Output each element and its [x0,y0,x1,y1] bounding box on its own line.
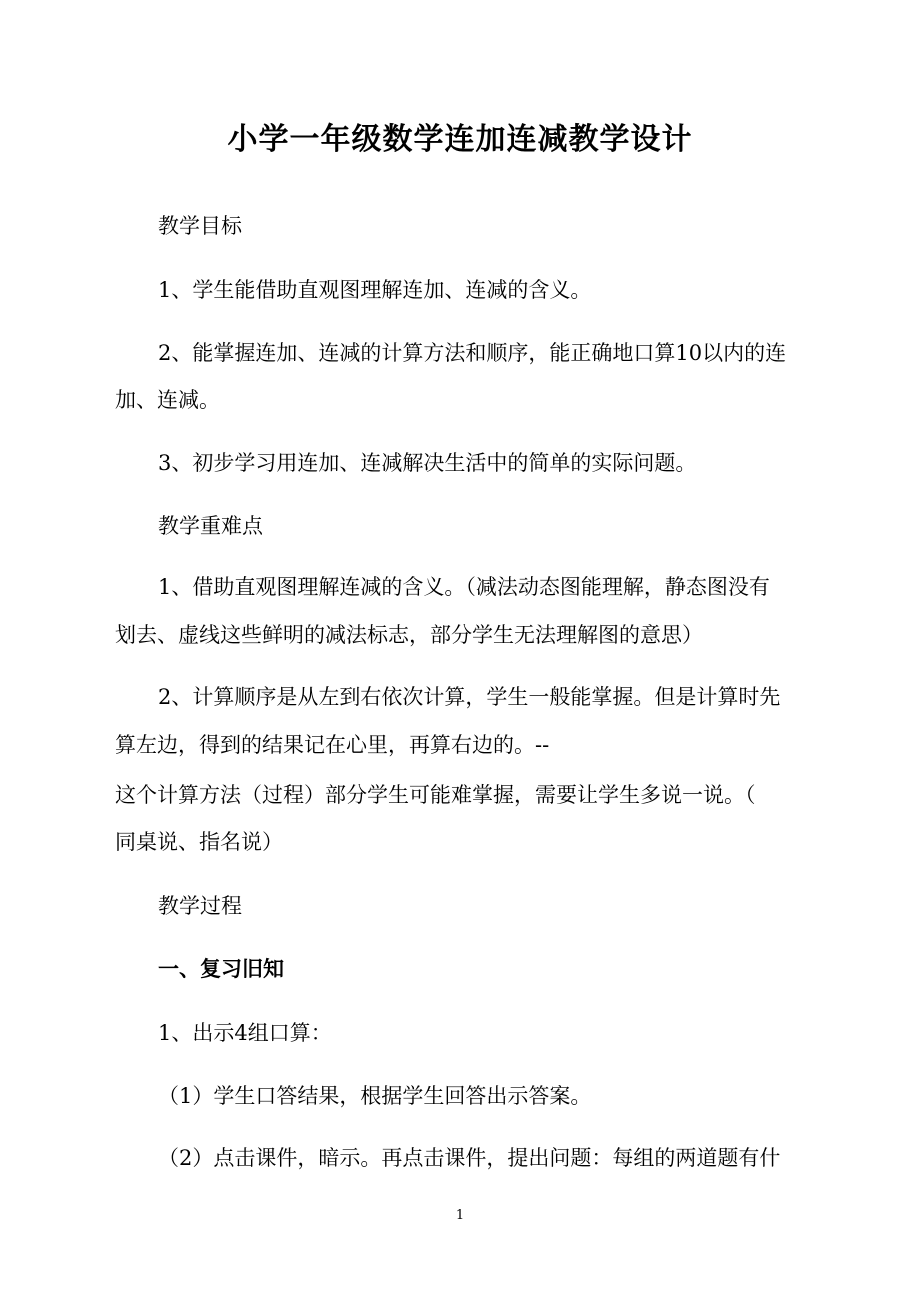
key-point-2-line-4: 同桌说、指名说） [115,830,283,854]
page-number: 1 [455,1208,465,1223]
key-point-2-line-2: 算左边，得到的结果记在心里，再算右边的。-- [115,733,550,757]
goal-2-line-2: 加、连减。 [115,388,220,412]
step-1-a: （1）学生口答结果，根据学生回答出示答案。 [158,1084,592,1108]
goal-1: 1、学生能借助直观图理解连加、连减的含义。 [158,278,592,302]
heading-teaching-process: 教学过程 [158,894,242,918]
goal-3: 3、初步学习用连加、连减解决生活中的简单的实际问题。 [158,451,697,475]
key-point-1-line-2: 划去、虚线这些鲜明的减法标志，部分学生无法理解图的意思） [115,623,703,647]
section-review: 一、复习旧知 [158,957,284,981]
key-point-2-line-3: 这个计算方法（过程）部分学生可能难掌握，需要让学生多说一说。（ [115,783,756,807]
key-point-2-line-1: 2、计算顺序是从左到右依次计算，学生一般能掌握。但是计算时先 [158,685,781,709]
heading-key-points: 教学重难点 [158,514,263,538]
step-1-b: （2）点击课件，暗示。再点击课件，提出问题：每组的两道题有什 [158,1146,781,1170]
heading-teaching-goals: 教学目标 [158,214,242,238]
key-point-1-line-1: 1、借助直观图理解连减的含义。（减法动态图能理解，静态图没有 [158,575,770,599]
step-1: 1、出示4组口算： [158,1021,332,1045]
document-title: 小学一年级数学连加连减教学设计 [227,122,693,157]
goal-2-line-1: 2、能掌握连加、连减的计算方法和顺序，能正确地口算10以内的连 [158,341,787,365]
